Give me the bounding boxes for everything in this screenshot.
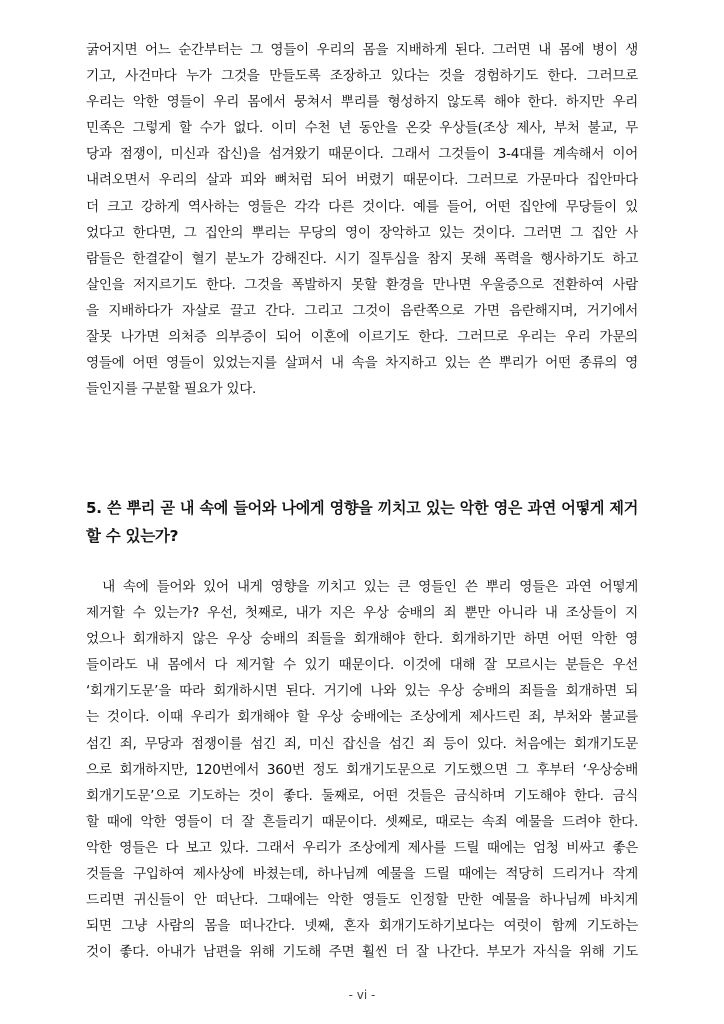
text-line: 살인을 저지르기도 한다. 그것을 폭발하지 못할 환경을 만나면 우울증으로 전환하여 사람: [86, 276, 638, 293]
text-line: ‘회개기도문’을 따라 회개하시면 된다. 거기에 나와 있는 우상 숭배의 죄들을 회개하면 되: [86, 683, 638, 700]
text-line: 더 크고 강하게 역사하는 영들은 각각 다른 것이다. 예를 들어, 어떤 집안에 무당들이 있: [86, 198, 638, 215]
text-line: 드리면 귀신들이 안 떠난다. 그때에는 악한 영들도 인정할 만한 예물을 하나님께 바치게: [86, 892, 638, 909]
paragraph-body: [86, 574, 638, 965]
text-line: 당과 점쟁이, 미신과 잡신)을 섬겨왔기 때문이다. 그래서 그것들이 3-4대를 계속해서 이어: [86, 146, 638, 163]
paragraph-intro: [86, 37, 638, 402]
text-line: 기고, 사건마다 누가 그것을 만들도록 조장하고 있다는 것을 경험하기도 한다. 그러므로: [86, 68, 638, 85]
text-line: 을 지배하다가 자살로 끌고 간다. 그리고 그것이 음란쪽으로 가면 음란해지며, 거기에서: [86, 302, 638, 319]
text-line: 는 것이다. 이때 우리가 회개해야 할 우상 숭배에는 조상에게 제사드린 죄, 부처와 불교를: [86, 709, 638, 726]
text-line: 제거할 수 있는가? 우선, 첫째로, 내가 지은 우상 숭배의 죄 뿐만 아니라 내 조상들이 지: [86, 605, 638, 622]
text-line: 람들은 한결같이 혈기 분노가 강해진다. 시기 질투심을 참지 못해 폭력을 행사하기도 하고: [86, 250, 638, 267]
text-line: 회개기도문’으로 기도하는 것이 좋다. 둘째로, 어떤 것들은 금식하며 기도해야 한다. 금식: [86, 787, 638, 804]
text-line: 으로 회개하지만, 120번에서 360번 정도 회개기도문으로 기도했으면 그 후부터 ‘우상숭배: [86, 761, 638, 778]
section-heading: [86, 494, 638, 550]
text-line: 영들에 어떤 영들이 있었는지를 살펴서 내 속을 차지하고 있는 쓴 뿌리가 어떤 종류의 영: [86, 355, 638, 372]
text-line: 할 때에 악한 영들이 더 잘 흔들리기 때문이다. 셋째로, 때로는 속죄 예물을 드려야 한다.: [86, 813, 638, 830]
text-line: 내 속에 들어와 있어 내게 영향을 끼치고 있는 큰 영들인 쓴 뿌리 영들은 과연 어떻게: [86, 579, 638, 595]
text-line: 것들을 구입하여 제사상에 바쳤는데, 하나님께 예물을 드릴 때에는 적당히 드리거나 작게: [86, 866, 638, 883]
text-line: 굵어지면 어느 순간부터는 그 영들이 우리의 몸을 지배하게 된다. 그러면 내 몸에 병이 생: [86, 42, 638, 58]
text-line: 섬긴 죄, 무당과 점쟁이를 섬긴 죄, 미신 잡신을 섬긴 죄 등이 있다. 처음에는 회개기도문: [86, 735, 638, 752]
text-line: 들인지를 구분할 필요가 있다.: [86, 381, 257, 398]
heading-line: 5. 쓴 뿌리 곧 내 속에 들어와 나에게 영향을 끼치고 있는 악한 영은 과연 어떻게 제거: [86, 499, 638, 517]
text-line: 것이 좋다. 아내가 남편을 위해 기도해 주면 훨씬 더 잘 나간다. 부모가 자식을 위해 기도: [86, 944, 638, 961]
text-line: 되면 그냥 사람의 몸을 떠나간다. 넷째, 혼자 회개기도하기보다는 여럿이 함께 기도하는: [86, 918, 638, 935]
text-line: 잘못 나가면 의처증 의부증이 되어 이혼에 이르기도 한다. 그러므로 우리는 우리 가문의: [86, 329, 638, 346]
text-line: 었다고 한다면, 그 집안의 뿌리는 무당의 영이 장악하고 있는 것이다. 그러면 그 집안 사: [86, 224, 638, 241]
heading-line: 할 수 있는가?: [86, 527, 179, 545]
text-line: 악한 영들은 다 보고 있다. 그래서 우리가 조상에게 제사를 드릴 때에는 엄청 비싸고 좋은: [86, 839, 638, 856]
text-line: 었으나 회개하지 않은 우상 숭배의 죄들을 회개해야 한다. 회개하기만 하면 어떤 악한 영: [86, 631, 638, 648]
text-line: 들이라도 내 몸에서 다 제거할 수 있기 때문이다. 이것에 대해 잘 모르시는 분들은 우선: [86, 657, 638, 674]
page-number: - vi -: [348, 988, 376, 1002]
text-line: 내려오면서 우리의 살과 피와 뼈처럼 되어 버렸기 때문이다. 그러므로 가문마다 집안마다: [86, 172, 638, 189]
text-line: 민족은 그렇게 할 수가 없다. 이미 수천 년 동안을 온갖 우상들(조상 제사, 부처 불교, 무: [86, 120, 638, 137]
text-line: 우리는 악한 영들이 우리 몸에서 뭉쳐서 뿌리를 형성하지 않도록 해야 한다. 하지만 우리: [86, 94, 638, 111]
